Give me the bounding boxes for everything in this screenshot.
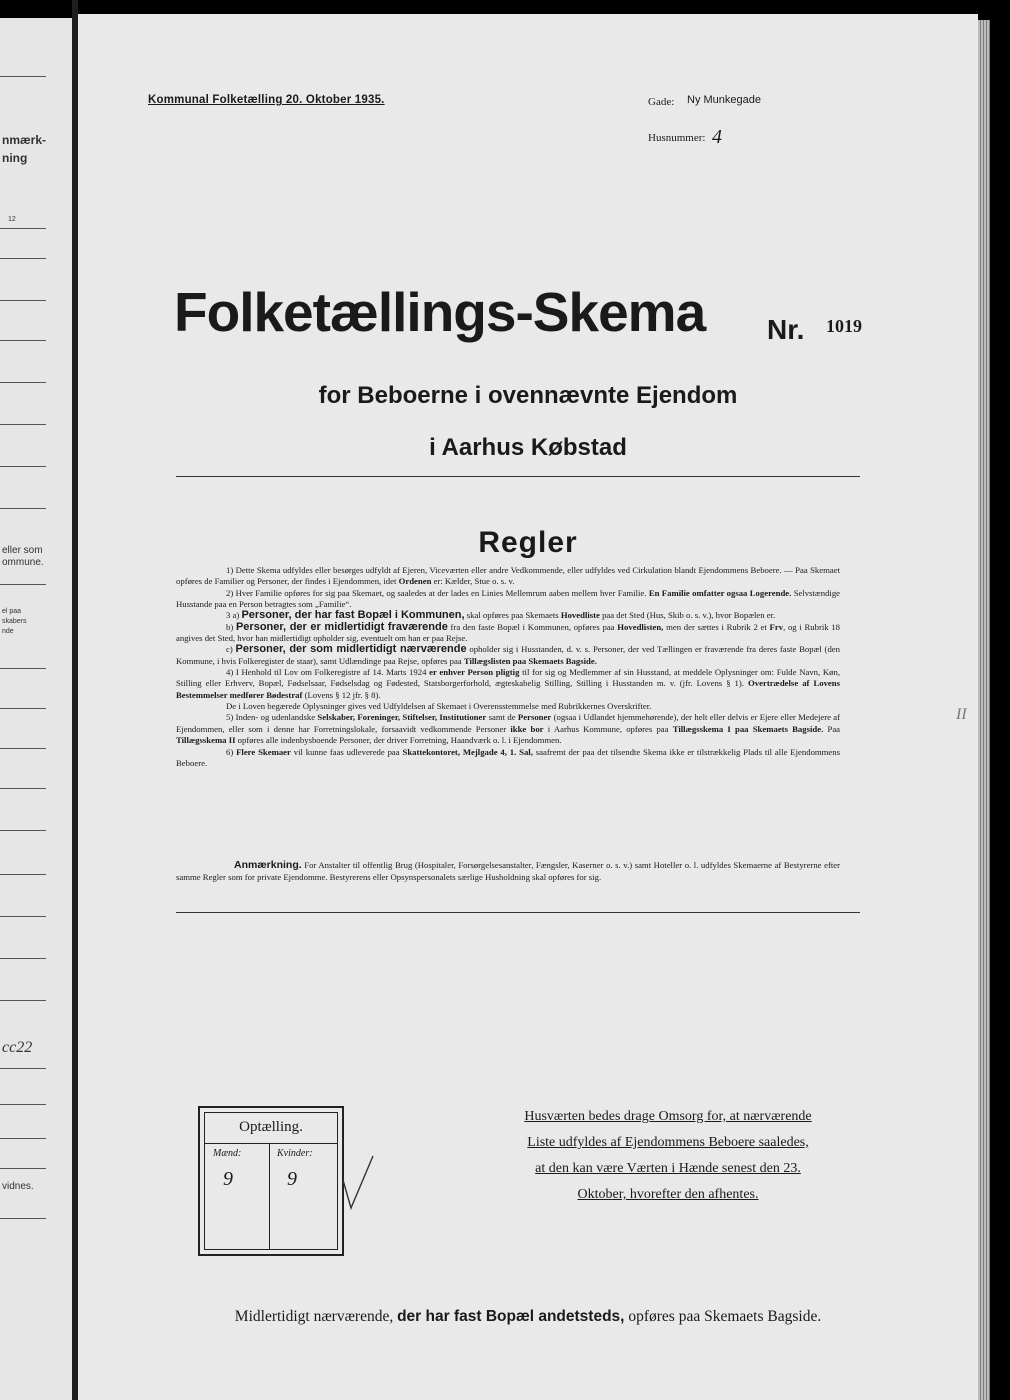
rule-text: samt de	[488, 712, 516, 723]
rule-emphasis: Overtrædelse af Lovens Bestemmelser medfører Bødestraf	[176, 678, 841, 700]
rule-2	[176, 588, 840, 611]
left-fragment: skabers	[2, 618, 27, 625]
rule-emphasis: Ordenen	[398, 576, 432, 587]
margin-pencil-mark: II	[956, 706, 967, 723]
divider-top	[176, 476, 860, 477]
rule-text: men der sættes i Rubrik 2 et	[666, 621, 767, 632]
left-rule	[0, 382, 46, 383]
rule-text: vil kunne faas udleverede paa	[293, 746, 400, 757]
rule-emphasis: En Familie omfatter ogsaa Logerende.	[648, 587, 792, 598]
rule-emphasis: er enhver Person pligtig	[429, 667, 520, 678]
left-rule	[0, 874, 46, 875]
rule-emphasis: Tillægsskema I paa Skemaets Bagside.	[672, 723, 824, 734]
rule-text: 2) Hver Familie opføres for sig paa Skemaet, og saaledes at der lades en Linies Mellemrum aaben mellem hver Familie.	[226, 587, 647, 598]
rule-text: b)	[226, 621, 234, 632]
rule-emphasis: Skattekontoret, Mejlgade 4, 1. Sal,	[402, 746, 533, 757]
rule-text: 4) I Henhold til Lov om Folkeregistre af 14. Marts 1924	[226, 667, 427, 678]
rule-text: De i Loven begærede Oplysninger gives ved Udfyldelsen af Skemaet i Overensstemmelse med Rubrikkernes Overskrifter.	[226, 701, 652, 712]
form-number-value: 1019	[826, 316, 862, 336]
left-rule	[0, 300, 46, 301]
left-rule	[0, 424, 46, 425]
left-rule	[0, 340, 46, 341]
left-rule	[0, 958, 46, 959]
left-rule	[0, 1000, 46, 1001]
left-rule	[0, 258, 46, 259]
rule-4	[176, 667, 840, 701]
street-label: Gade:	[648, 96, 675, 108]
house-number-value: 4	[712, 126, 722, 148]
rule-text: Selvstændige Husstande paa en Person betragtes som „Familie“.	[176, 587, 841, 610]
left-rule	[0, 76, 46, 77]
left-rule	[0, 1168, 46, 1169]
count-title: Optælling.	[239, 1119, 303, 1135]
left-fragment: el paa	[2, 608, 22, 615]
left-fragment: nde	[2, 628, 14, 635]
rule-text: er: Kælder, Stue o. s. v.	[433, 576, 515, 587]
rules-text	[176, 565, 840, 769]
rule-text: c)	[226, 644, 233, 655]
rule-text: i Aarhus Kommune, opføres paa	[547, 723, 669, 734]
count-box	[198, 1106, 344, 1256]
divider-bottom	[176, 912, 860, 913]
rule-text: 3 a)	[226, 610, 240, 621]
census-title: Kommunal Folketælling 20. Oktober 1935.	[148, 94, 385, 106]
left-rule	[0, 916, 46, 917]
rule-text: Paa	[827, 723, 841, 734]
previous-page-fragment	[0, 18, 72, 1400]
rule-1	[176, 565, 840, 588]
left-handwriting: cc22	[2, 1039, 33, 1056]
rule-text: (ogsaa i Udlandet hjemmehørende), der helt eller delvis er Ejere eller Medejere af Ejendommen, eller som i denne har Forretningslokale, forsaavidt vedkommende Personer	[176, 712, 841, 734]
rule-emphasis: Flere Skemaer	[236, 746, 291, 757]
rule-heading: Personer, der som midlertidigt nærværende	[235, 643, 467, 656]
footer-emphasis: der har fast Bopæl andetsteds,	[397, 1308, 625, 1325]
rule-text: opholder sig i Husstanden, d. v. s. Personer, der ved Tællingen er fraværende fra deres faste Bopæl (den Kommune, i hvis Folkeregister de staar), samt Udlændinge paa Rejse, opføres paa	[176, 644, 840, 666]
notice-line: Oktober, hvorefter den afhentes.	[577, 1187, 759, 1202]
rule-emphasis: Tillægsskema II	[176, 735, 236, 746]
remark-paragraph	[176, 859, 840, 883]
rule-heading: Personer, der er midlertidigt fraværende	[235, 620, 448, 633]
remark-heading: Anmærkning.	[234, 859, 302, 871]
rule-emphasis: Tillægslisten paa Skemaets Bagside.	[463, 655, 597, 666]
rule-emphasis: Hovedliste	[560, 610, 600, 621]
rule-text: opføres alle indenbysboende Personer, der driver Forretning, Haandværk o. l. i Ejendommen.	[237, 735, 562, 746]
left-rule	[0, 1104, 46, 1105]
rule-3b	[176, 622, 840, 645]
rule-emphasis: Selskaber, Foreninger, Stiftelser, Institutioner	[317, 712, 487, 723]
notice-line: Husværten bedes drage Omsorg for, at nærværende	[524, 1109, 812, 1124]
rule-emphasis: ikke bor	[510, 723, 544, 734]
rule-4b	[176, 701, 840, 712]
left-fragment: vidnes.	[2, 1181, 34, 1192]
rule-text: saafremt der paa det tilsendte Skema ikke er tilstrækkelig Plads til alle Ejendommens Beboere.	[176, 746, 841, 768]
form-subtitle-town: i Aarhus Købstad	[429, 434, 627, 461]
left-rule	[0, 788, 46, 789]
rule-emphasis: Frv	[769, 621, 784, 632]
rule-text: 6)	[226, 746, 234, 757]
women-count: 9	[287, 1168, 297, 1190]
left-fragment: 12	[8, 216, 16, 223]
footer-note	[78, 1308, 978, 1326]
women-label: Kvinder:	[277, 1148, 313, 1159]
checkmark-icon	[341, 1154, 375, 1214]
rule-text: 1) Dette Skema udfyldes eller besørges udfyldt af Ejeren, Viceværten eller andre Vedkommende, eller udfyldes ved Cirkulation blandt Ejendommens Beboere. — Paa Skemaet opføres de Familier og Personer, der findes i Ejendommen, idet	[176, 565, 840, 587]
count-column-divider	[269, 1143, 270, 1249]
rule-3c	[176, 644, 840, 667]
count-divider	[205, 1143, 337, 1144]
left-rule	[0, 1218, 46, 1219]
rule-text: paa det Sted (Hus, Skib o. s. v.), hvor Bopælen er.	[602, 610, 776, 621]
footer-text: Midlertidigt nærværende,	[234, 1308, 394, 1325]
rule-text: (Lovens § 12 jfr. § 8).	[304, 689, 381, 700]
form-number-label: Nr.	[767, 314, 805, 345]
left-fragment: nmærk-	[2, 133, 47, 147]
rule-emphasis: Personer	[517, 712, 552, 723]
house-number-label: Husnummer:	[648, 132, 706, 144]
rule-emphasis: Hovedlisten,	[617, 621, 664, 632]
notice-line: at den kan være Værten i Hænde senest den 23.	[535, 1161, 801, 1176]
men-count: 9	[223, 1168, 233, 1190]
rule-text: skal opføres paa Skemaets	[466, 610, 559, 621]
remark-text: For Anstalter til offentlig Brug (Hospitaler, Forsørgelsesanstalter, Fængsler, Kaserner o. s. v.) samt Hoteller o. l. udfyldes Skemaerne af Bestyrerne efter samme Regler som for private Ejendomme. Bestyrerens eller Opsynspersonalets særlige Husholdning skal opføres for sig.	[176, 860, 840, 882]
rule-6	[176, 747, 840, 770]
rule-heading: Personer, der har fast Bopæl i Kommunen,	[241, 609, 465, 622]
footer-text: opføres paa Skemaets Bagside.	[628, 1308, 822, 1325]
landlord-notice	[490, 1104, 846, 1208]
left-rule	[0, 584, 46, 585]
rule-text: , og i Rubrik 18 angives det Sted, hvor han midlertidigt opholder sig, eventuelt om han er paa Rejse.	[176, 621, 841, 644]
rule-5	[176, 712, 840, 746]
page-stack-edge	[978, 20, 990, 1400]
men-label: Mænd:	[213, 1148, 242, 1159]
rule-text: fra den faste Bopæl i Kommunen, opføres paa	[450, 621, 615, 632]
street-value: Ny Munkegade	[687, 94, 761, 106]
left-rule	[0, 708, 46, 709]
left-rule	[0, 508, 46, 509]
left-fragment: eller som	[2, 545, 43, 556]
left-rule	[0, 228, 46, 229]
rule-text: 5) Inden- og udenlandske	[226, 712, 316, 723]
rule-text: til for sig og Medlemmer af sin Husstand, at meddele Oplysninger om: Fulde Navn, Køn, Stilling eller Erhverv, Bopæl, Fødselsaar, Fødselsdag og Fødested, Statsborgerforhold, ægteskabelig Stilling, Stilling i Husstanden m. v. (jfr. Lovens § 1).	[176, 667, 841, 689]
notice-line: Liste udfyldes af Ejendommens Beboere saaledes,	[527, 1135, 809, 1150]
census-form-page	[78, 14, 978, 1400]
left-rule	[0, 466, 46, 467]
rules-heading: Regler	[478, 526, 578, 559]
form-title: Folketællings-Skema	[174, 281, 706, 343]
count-box-inner	[204, 1112, 338, 1250]
left-rule	[0, 668, 46, 669]
form-subtitle: for Beboerne i ovennævnte Ejendom	[318, 382, 738, 409]
left-rule	[0, 1138, 46, 1139]
left-fragment: ning	[2, 151, 28, 165]
left-rule	[0, 1068, 46, 1069]
left-rule	[0, 830, 46, 831]
left-rule	[0, 748, 46, 749]
left-fragment: ommune.	[2, 557, 44, 568]
